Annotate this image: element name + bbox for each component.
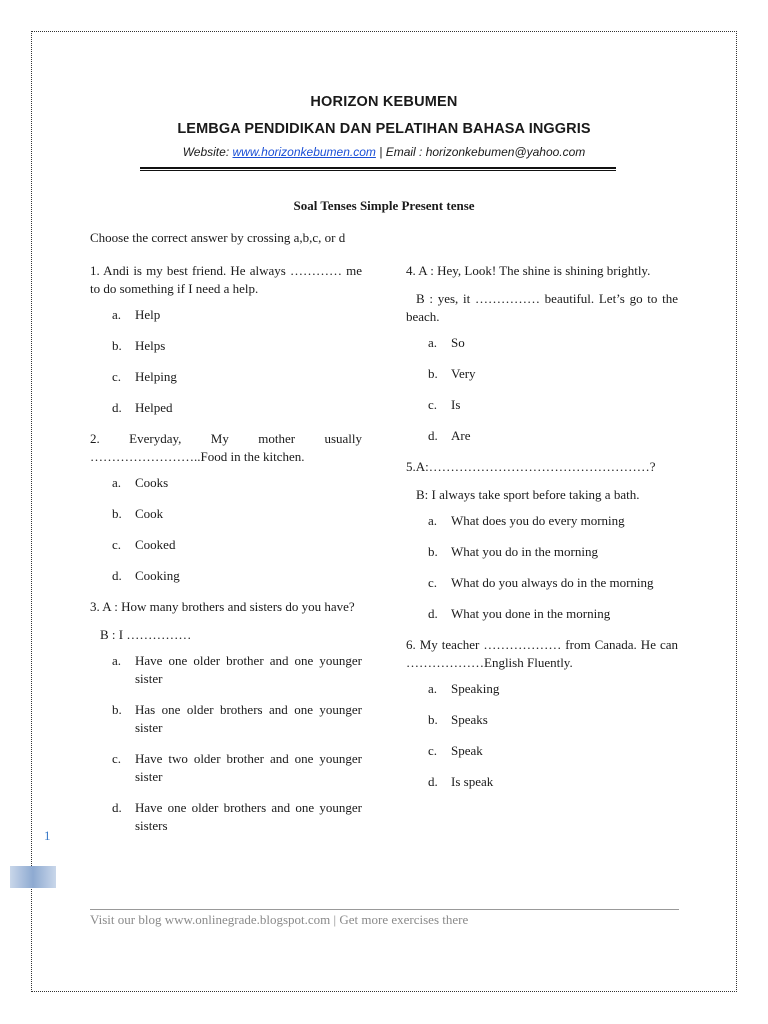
option[interactable]: b. What you do in the morning: [428, 544, 598, 559]
option[interactable]: d. Are: [428, 428, 471, 443]
option[interactable]: d. Is speak: [428, 774, 494, 789]
option[interactable]: c. Speak: [428, 743, 483, 758]
option[interactable]: b. Speaks: [428, 712, 488, 727]
question-3: [90, 598, 362, 835]
page-number: 1: [44, 828, 51, 843]
option[interactable]: d. What you done in the morning: [428, 606, 611, 621]
contact-line: [0, 145, 768, 159]
instruction: Choose the correct answer by crossing a,b,c, or d: [90, 230, 346, 245]
option[interactable]: c. Have two older brother and one younger sister: [112, 751, 362, 784]
left-column: [90, 262, 362, 848]
option[interactable]: b. Helps: [112, 338, 166, 353]
option[interactable]: c. Cooked: [112, 537, 176, 552]
website-link[interactable]: www.horizonkebumen.com: [232, 145, 376, 159]
option[interactable]: a. So: [428, 335, 465, 350]
footer-divider: [90, 909, 679, 910]
option[interactable]: a. What does you do every morning: [428, 513, 625, 528]
question-text: 6. My teacher ……………… from Canada. He can ………………English Fluently.: [406, 637, 678, 670]
question-response: B : I ……………: [100, 627, 192, 642]
website-label: Website:: [182, 145, 233, 159]
question-5: [406, 458, 678, 623]
question-4: [406, 262, 678, 445]
org-subtitle: LEMBGA PENDIDIKAN DAN PELATIHAN BAHASA INGGRIS: [177, 121, 591, 137]
question-text: 2. Everyday, My mother usually ……………………..Food in the kitchen.: [90, 431, 362, 464]
option[interactable]: c. What do you always do in the morning: [428, 575, 654, 590]
org-name: HORIZON KEBUMEN: [310, 94, 458, 110]
option[interactable]: c. Helping: [112, 369, 177, 384]
question-6: [406, 636, 678, 791]
option[interactable]: a. Help: [112, 307, 161, 322]
footer-text: Visit our blog www.onlinegrade.blogspot.com | Get more exercises there: [90, 912, 469, 927]
option[interactable]: b. Has one older brothers and one younger sister: [112, 702, 362, 735]
option[interactable]: a. Cooks: [112, 475, 169, 490]
option[interactable]: b. Very: [428, 366, 476, 381]
question-response: B : yes, it …………… beautiful. Let’s go to the beach.: [406, 291, 678, 324]
option[interactable]: b. Cook: [112, 506, 164, 521]
question-text: 4. A : Hey, Look! The shine is shining brightly.: [406, 263, 651, 278]
question-2: [90, 430, 362, 585]
option[interactable]: d. Helped: [112, 400, 173, 415]
right-column: [406, 262, 678, 804]
option[interactable]: a. Have one older brother and one younger sister: [112, 653, 362, 686]
question-response: B: I always take sport before taking a bath.: [416, 487, 640, 502]
question-1: [90, 262, 362, 417]
option[interactable]: d. Have one older brothers and one younger sisters: [112, 800, 362, 833]
header-divider-thin: [140, 170, 616, 171]
worksheet-title: Soal Tenses Simple Present tense: [293, 198, 475, 213]
question-text: 5.A:……………………………………………?: [406, 459, 656, 474]
option[interactable]: a. Speaking: [428, 681, 500, 696]
email-text: | Email : horizonkebumen@yahoo.com: [375, 145, 586, 159]
question-text: 1. Andi is my best friend. He always ………… me to do something if I need a help.: [90, 263, 362, 296]
option[interactable]: d. Cooking: [112, 568, 180, 583]
question-text: 3. A : How many brothers and sisters do you have?: [90, 599, 355, 614]
header-divider: [140, 167, 616, 169]
page-tab-marker: [10, 866, 56, 888]
option[interactable]: c. Is: [428, 397, 461, 412]
